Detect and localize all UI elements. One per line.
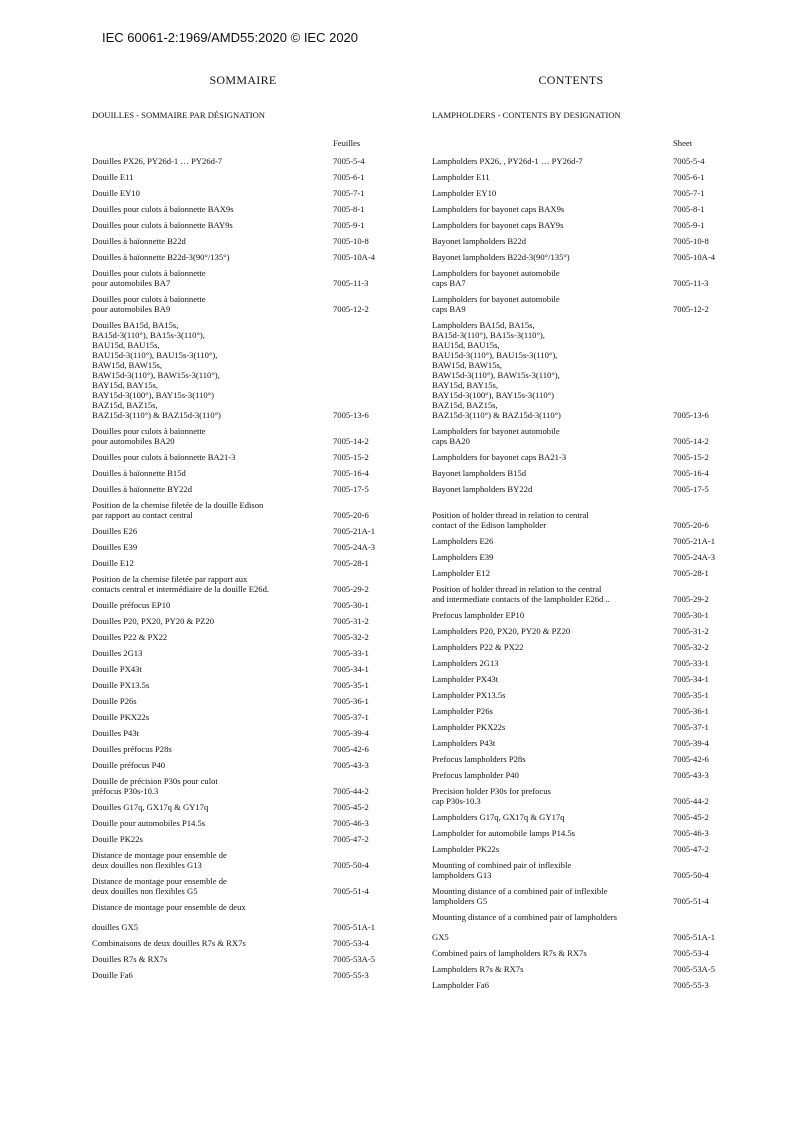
toc-entry-page: 7005-15-2 [673, 452, 709, 462]
toc-entry-text: Lampholders R7s & RX7s [432, 964, 524, 974]
toc-entry-page: 7005-12-2 [673, 304, 709, 314]
toc-entry [432, 497, 744, 533]
toc-entry-text: Prefocus lampholders P28s [432, 754, 526, 764]
toc-entry-text: Douille PX43t [92, 664, 142, 674]
toc-entry-text: Prefocus lampholder P40 [432, 770, 519, 780]
toc-entry-text: Mounting of combined pair of inflexible lampholders G13 [432, 860, 572, 880]
toc-entry-page: 7005-14-2 [673, 436, 709, 446]
toc-entry-text: Douilles à baïonnette B15d [92, 468, 186, 478]
toc-entry-text: Lampholders E39 [432, 552, 494, 562]
toc-entry-text: Bayonet lampholders B22d [432, 236, 527, 246]
toc-entry-page: 7005-8-1 [673, 204, 705, 214]
toc-entry-page: 7005-51-4 [333, 886, 369, 896]
toc-entry [432, 783, 744, 809]
toc-entry-text: Mounting distance of a combined pair of lampholders GX5 [432, 912, 617, 942]
toc-entry-page: 7005-9-1 [333, 220, 365, 230]
toc-entry [432, 751, 744, 767]
toc-entry-text: Prefocus lampholder EP10 [432, 610, 525, 620]
toc-entry [432, 423, 744, 449]
toc-entry-text: Lampholders for bayonet caps BA21-3 [432, 452, 567, 462]
toc-entry-page: 7005-5-4 [333, 156, 365, 166]
toc-entry [92, 201, 374, 217]
toc-entry-page: 7005-7-1 [333, 188, 365, 198]
toc-entry-text: Lampholder E12 [432, 568, 490, 578]
feuilles-column-head: Feuilles [333, 138, 361, 148]
contents-title: CONTENTS [538, 73, 604, 87]
toc-entry-text: Douille de précision P30s pour culot préfocus P30s-10.3 [92, 776, 218, 796]
toc-entry-text: Combined pairs of lampholders R7s & RX7s [432, 948, 587, 958]
toc-entry [432, 549, 744, 565]
toc-entry-text: Lampholder PKX22s [432, 722, 506, 732]
toc-entry-text: Douille PK22s [92, 834, 143, 844]
toc-entry-page: 7005-36-1 [673, 706, 709, 716]
toc-entry-page: 7005-21A-1 [673, 536, 716, 546]
toc-entry-text: Douilles pour culots à baïonnette BAY9s [92, 220, 233, 230]
toc-entry [92, 555, 374, 571]
toc-entry-text: Position de la chemise filetée par rapport aux contacts central et intermédiaire de la douille E26d. [92, 574, 270, 594]
toc-entry [92, 571, 374, 597]
toc-entry [92, 899, 374, 935]
toc-entry-text: Lampholders P43t [432, 738, 496, 748]
toc-entry [432, 767, 744, 783]
toc-entry-page: 7005-6-1 [333, 172, 365, 182]
toc-entry-text: Douille E11 [92, 172, 134, 182]
toc-entry-text: Douille PX13.5s [92, 680, 150, 690]
toc-entry-page: 7005-37-1 [673, 722, 709, 732]
toc-entry [432, 249, 744, 265]
toc-entry-text: Douilles pour culots à baïonnette pour automobiles BA9 [92, 294, 206, 314]
toc-entry [92, 709, 374, 725]
toc-entry-text: Douilles pour culots à baïonnette BAX9s [92, 204, 234, 214]
toc-entry-page: 7005-45-2 [673, 812, 709, 822]
toc-entry-page: 7005-20-6 [673, 520, 709, 530]
toc-entry [92, 265, 374, 291]
toc-entry [432, 481, 744, 497]
toc-entry-page: 7005-29-2 [673, 594, 709, 604]
toc-entry [432, 217, 744, 233]
toc-entry-text: Position de la chemise filetée de la douille Edison par rapport au contact central [92, 500, 264, 520]
toc-entry-page: 7005-13-6 [333, 410, 369, 420]
toc-entry-page: 7005-43-3 [673, 770, 709, 780]
toc-entry-page: 7005-37-1 [333, 712, 369, 722]
toc-entry [92, 317, 374, 423]
toc-entry-text: Lampholders PX26, , PY26d-1 … PY26d-7 [432, 156, 583, 166]
toc-entry-text: Lampholder PX43t [432, 674, 499, 684]
toc-entry-text: Douilles à baïonnette B22d [92, 236, 186, 246]
toc-entry-page: 7005-36-1 [333, 696, 369, 706]
toc-entry [92, 873, 374, 899]
toc-entry-text: Lampholders for bayonet automobile caps BA20 [432, 426, 560, 446]
toc-entry [92, 465, 374, 481]
toc-entry-text: Lampholder EY10 [432, 188, 497, 198]
toc-entry-page: 7005-53-4 [673, 948, 709, 958]
toc-entry [92, 693, 374, 709]
toc-entry [432, 581, 744, 607]
toc-entry-text: Lampholders P22 & PX22 [432, 642, 524, 652]
toc-entry-page: 7005-24A-3 [673, 552, 716, 562]
toc-entry [432, 687, 744, 703]
toc-entry [432, 639, 744, 655]
toc-entry [432, 169, 744, 185]
toc-entry-text: Lampholders BA15d, BA15s, BA15d-3(110°), BA15s-3(110°), BAU15d, BAU15s, BAU15d-3(110°), BAU15s-3(110°), BAW15d, BAW15s, BAW15d-3(110°), BAW15s-3(110°), BAY15d, BAY15s, BAY15d-3(100°), BAY15s-3(110°) BAZ15d, BAZ15s, BAZ15d-3(110°) & BAZ15d-3(110°) [432, 320, 561, 420]
toc-entry [92, 661, 374, 677]
toc-entry [92, 645, 374, 661]
toc-entry-page: 7005-50-4 [333, 860, 369, 870]
toc-entry-text: Lampholders for bayonet automobile caps BA7 [432, 268, 560, 288]
toc-entry-page: 7005-47-2 [333, 834, 369, 844]
toc-entry-page: 7005-20-6 [333, 510, 369, 520]
toc-entry-page: 7005-10-8 [333, 236, 369, 246]
toc-entry-text: Douille PKX22s [92, 712, 150, 722]
toc-entry [432, 607, 744, 623]
toc-entry-text: Douilles pour culots à baïonnette pour automobiles BA7 [92, 268, 206, 288]
toc-entry-text: Douille E12 [92, 558, 134, 568]
toc-entry-page: 7005-33-1 [333, 648, 369, 658]
toc-entry-text: Douille pour automobiles P14.5s [92, 818, 206, 828]
toc-entry-text: Lampholder E11 [432, 172, 490, 182]
toc-entry-page: 7005-13-6 [673, 410, 709, 420]
toc-entry [432, 265, 744, 291]
toc-entry-text: Lampholders for bayonet caps BAY9s [432, 220, 564, 230]
toc-entry-page: 7005-24A-3 [333, 542, 376, 552]
toc-entry-text: Lampholders E26 [432, 536, 494, 546]
toc-entry-page: 7005-16-4 [333, 468, 369, 478]
toc-entry [432, 909, 744, 945]
toc-entry-page: 7005-30-1 [333, 600, 369, 610]
toc-entry [432, 201, 744, 217]
toc-entry [432, 233, 744, 249]
toc-entry-page: 7005-39-4 [333, 728, 369, 738]
toc-entry-page: 7005-55-3 [333, 970, 369, 980]
toc-entry-page: 7005-46-3 [333, 818, 369, 828]
toc-entry-text: Douille Fa6 [92, 970, 133, 980]
toc-entry-page: 7005-50-4 [673, 870, 709, 880]
toc-entry-text: Combinaisons de deux douilles R7s & RX7s [92, 938, 246, 948]
toc-entry-page: 7005-11-3 [673, 278, 709, 288]
toc-entry [432, 317, 744, 423]
toc-entry-text: Douille préfocus EP10 [92, 600, 171, 610]
toc-entry-text: Lampholder P26s [432, 706, 493, 716]
toc-entry-page: 7005-39-4 [673, 738, 709, 748]
toc-entry [432, 735, 744, 751]
toc-entry [432, 977, 744, 993]
toc-entry [432, 945, 744, 961]
toc-entry [92, 773, 374, 799]
toc-entry-text: Douilles E26 [92, 526, 138, 536]
sommaire-subtitle: DOUILLES - SOMMAIRE PAR DÉSIGNATION [92, 110, 265, 120]
toc-entry-text: Douille P26s [92, 696, 137, 706]
toc-entry-text: Lampholders for bayonet automobile caps BA9 [432, 294, 560, 314]
toc-entry-page: 7005-10-8 [673, 236, 709, 246]
toc-entry [92, 741, 374, 757]
toc-entry [432, 809, 744, 825]
toc-entry-page: 7005-34-1 [333, 664, 369, 674]
toc-entry [432, 719, 744, 735]
toc-entry-page: 7005-21A-1 [333, 526, 376, 536]
toc-entry [432, 655, 744, 671]
toc-entry-page: 7005-31-2 [333, 616, 369, 626]
toc-entry-text: Douilles pour culots à baïonnette BA21-3 [92, 452, 236, 462]
toc-entry-text: Lampholder PK22s [432, 844, 500, 854]
toc-entry-page: 7005-31-2 [673, 626, 709, 636]
toc-entry [432, 961, 744, 977]
toc-entry-page: 7005-42-6 [673, 754, 709, 764]
toc-entry-text: Distance de montage pour ensemble de deux douilles non flexibles G13 [92, 850, 227, 870]
toc-entry-page: 7005-53A-5 [333, 954, 376, 964]
toc-entry-page: 7005-28-1 [673, 568, 709, 578]
toc-entry-page: 7005-17-5 [333, 484, 369, 494]
toc-entry [92, 613, 374, 629]
toc-entry-page: 7005-42-6 [333, 744, 369, 754]
toc-entry-page: 7005-9-1 [673, 220, 705, 230]
toc-entry [92, 523, 374, 539]
toc-entry-page: 7005-8-1 [333, 204, 365, 214]
toc-entry-text: Lampholder Fa6 [432, 980, 490, 990]
toc-entry-text: Lampholder for automobile lamps P14.5s [432, 828, 575, 838]
toc-entry-page: 7005-10A-4 [673, 252, 716, 262]
toc-entry [432, 883, 744, 909]
toc-entry [92, 423, 374, 449]
toc-entry [432, 671, 744, 687]
toc-entry-page: 7005-35-1 [333, 680, 369, 690]
toc-entry-page: 7005-14-2 [333, 436, 369, 446]
toc-entry-page: 7005-28-1 [333, 558, 369, 568]
toc-entry-page: 7005-34-1 [673, 674, 709, 684]
toc-entry-text: Position of holder thread in relation to central contact of the Edison lampholder [432, 510, 589, 530]
toc-entry [92, 153, 374, 169]
toc-entry-text: Distance de montage pour ensemble de deux douilles non flexibles G5 [92, 876, 227, 896]
toc-entry [432, 623, 744, 639]
toc-entry [432, 185, 744, 201]
toc-entry-page: 7005-51-4 [673, 896, 709, 906]
toc-entry [92, 951, 374, 967]
toc-entry [92, 449, 374, 465]
toc-entry-text: Douilles P22 & PX22 [92, 632, 168, 642]
toc-entry [432, 465, 744, 481]
toc-entry-page: 7005-16-4 [673, 468, 709, 478]
toc-entry [432, 153, 744, 169]
toc-entry [92, 757, 374, 773]
toc-entry [432, 703, 744, 719]
toc-entry-text: Bayonet lampholders BY22d [432, 484, 533, 494]
toc-entry [432, 857, 744, 883]
toc-entry-text: Lampholders G17q, GX17q & GY17q [432, 812, 565, 822]
toc-entry [92, 935, 374, 951]
toc-entry [432, 291, 744, 317]
toc-entry-text: Douilles PX26, PY26d-1 … PY26d-7 [92, 156, 223, 166]
toc-entry-text: Douilles à baïonnette B22d-3(90°/135°) [92, 252, 230, 262]
toc-entry-text: Douilles P43t [92, 728, 140, 738]
toc-entry-text: Douilles G17q, GX17q & GY17q [92, 802, 209, 812]
toc-entry [92, 497, 374, 523]
sommaire-title: SOMMAIRE [209, 73, 277, 87]
toc-entry [92, 629, 374, 645]
toc-entry-text: Lampholders P20, PX20, PY20 & PZ20 [432, 626, 571, 636]
document-header: IEC 60061-2:1969/AMD55:2020 © IEC 2020 [102, 30, 359, 45]
toc-entry [432, 533, 744, 549]
toc-entry-page: 7005-15-2 [333, 452, 369, 462]
toc-entry-text: Douilles BA15d, BA15s, BA15d-3(110°), BA15s-3(110°), BAU15d, BAU15s, BAU15d-3(110°), BAU15s-3(110°), BAW15d, BAW15s, BAW15d-3(110°), BAW15s-3(110°), BAY15d, BAY15s, BAY15d-3(100°), BAY15s-3(110°) BAZ15d, BAZ15s, BAZ15d-3(110°) & BAZ15d-3(110°) [92, 320, 221, 420]
toc-entry [92, 249, 374, 265]
toc-entry-page: 7005-29-2 [333, 584, 369, 594]
toc-entry-page: 7005-53A-5 [673, 964, 716, 974]
toc-entry-text: Lampholders for bayonet caps BAX9s [432, 204, 565, 214]
toc-entry-page: 7005-10A-4 [333, 252, 376, 262]
toc-entry-text: Lampholder PX13.5s [432, 690, 506, 700]
toc-entry-text: Bayonet lampholders B22d-3(90°/135°) [432, 252, 570, 262]
toc-entry-text: Douilles pour culots à baïonnette pour automobiles BA20 [92, 426, 206, 446]
sommaire-column [92, 72, 374, 983]
toc-entry-page: 7005-53-4 [333, 938, 369, 948]
toc-entry-text: Douilles préfocus P28s [92, 744, 172, 754]
toc-entry [92, 815, 374, 831]
toc-entry-text: Lampholders 2G13 [432, 658, 499, 668]
toc-entry-page: 7005-30-1 [673, 610, 709, 620]
toc-entry-page: 7005-17-5 [673, 484, 709, 494]
toc-entry [92, 799, 374, 815]
contents-subtitle: LAMPHOLDERS - CONTENTS BY DESIGNATION [432, 110, 621, 120]
toc-entry-text: Douille préfocus P40 [92, 760, 166, 770]
toc-entry [92, 185, 374, 201]
toc-entry-page: 7005-51A-1 [673, 932, 716, 942]
toc-entry-page: 7005-6-1 [673, 172, 705, 182]
toc-entry [92, 831, 374, 847]
toc-entry [92, 677, 374, 693]
toc-entry [432, 841, 744, 857]
toc-entry [92, 597, 374, 613]
contents-entries [432, 153, 744, 993]
toc-entry-page: 7005-32-2 [333, 632, 369, 642]
toc-entry [432, 449, 744, 465]
toc-entry-page: 7005-32-2 [673, 642, 709, 652]
toc-entry-page: 7005-44-2 [673, 796, 709, 806]
toc-entry-text: Distance de montage pour ensemble de deux douilles GX5 [92, 902, 246, 932]
toc-entry [92, 725, 374, 741]
toc-entry-text: Douilles E39 [92, 542, 138, 552]
toc-entry [432, 565, 744, 581]
toc-entry [92, 481, 374, 497]
toc-entry [92, 847, 374, 873]
toc-entry [92, 291, 374, 317]
toc-entry-page: 7005-45-2 [333, 802, 369, 812]
contents-column [432, 72, 744, 993]
toc-entry-page: 7005-47-2 [673, 844, 709, 854]
toc-entry [92, 169, 374, 185]
toc-entry [92, 233, 374, 249]
toc-entry-text: Position of holder thread in relation to the central and intermediate contacts of the lampholder E26d .. [432, 584, 610, 604]
toc-entry-text: Douille EY10 [92, 188, 140, 198]
toc-entry-page: 7005-43-3 [333, 760, 369, 770]
toc-entry-text: Precision holder P30s for prefocus cap P30s-10.3 [432, 786, 551, 806]
toc-entry-text: Douilles à baïonnette BY22d [92, 484, 193, 494]
toc-entry-page: 7005-55-3 [673, 980, 709, 990]
toc-entry-text: Douilles 2G13 [92, 648, 143, 658]
toc-entry-page: 7005-35-1 [673, 690, 709, 700]
toc-entry [92, 967, 374, 983]
toc-entry-page: 7005-12-2 [333, 304, 369, 314]
toc-entry [92, 539, 374, 555]
sommaire-entries [92, 153, 374, 983]
sheet-column-head: Sheet [673, 138, 693, 148]
toc-entry-page: 7005-5-4 [673, 156, 705, 166]
toc-entry-text: Douilles R7s & RX7s [92, 954, 168, 964]
toc-entry-page: 7005-7-1 [673, 188, 705, 198]
toc-entry [432, 825, 744, 841]
toc-entry-page: 7005-33-1 [673, 658, 709, 668]
toc-entry-page: 7005-51A-1 [333, 922, 376, 932]
toc-entry-page: 7005-44-2 [333, 786, 369, 796]
toc-entry-text: Mounting distance of a combined pair of inflexible lampholders G5 [432, 886, 608, 906]
toc-entry [92, 217, 374, 233]
toc-entry-page: 7005-11-3 [333, 278, 369, 288]
toc-entry-page: 7005-46-3 [673, 828, 709, 838]
toc-entry-text: Douilles P20, PX20, PY20 & PZ20 [92, 616, 214, 626]
toc-entry-text: Bayonet lampholders B15d [432, 468, 527, 478]
